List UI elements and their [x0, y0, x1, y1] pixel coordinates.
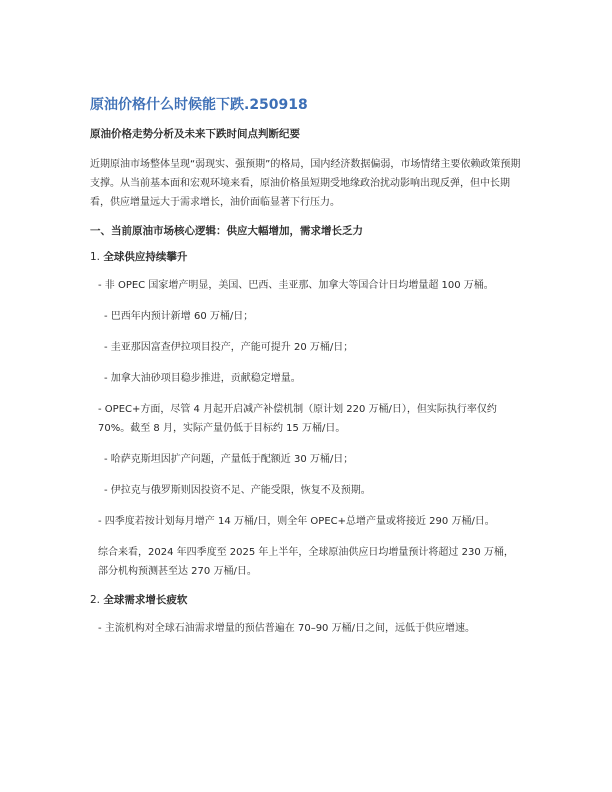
section-1-heading: 一、当前原油市场核心逻辑：供应大幅增加，需求增长乏力 — [90, 225, 363, 237]
subsection-2-heading — [90, 593, 522, 607]
subsection-1-title: 全球供应持续攀升 — [103, 251, 188, 263]
supply-bullet-q4: - 四季度若按计划每月增产 14 万桶/日，则全年 OPEC+总增产量或将接近 290 万桶/日。 — [98, 516, 495, 527]
supply-summary: 综合来看，2024 年四季度至 2025 年上半年，全球原油供应日均增量预计将超过 230 万桶，部分机构预测甚至达 270 万桶/日。 — [98, 547, 514, 577]
subsection-1-heading — [90, 250, 522, 264]
supply-sub-bullet-kazakhstan: - 哈萨克斯坦因扩产问题，产量低于配额近 30 万桶/日； — [104, 454, 354, 465]
document-subtitle: 原油价格走势分析及未来下跌时间点判断纪要 — [90, 128, 300, 140]
subsection-2-title: 全球需求增长疲软 — [103, 594, 188, 606]
supply-sub-bullet-brazil: - 巴西年内预计新增 60 万桶/日； — [104, 311, 254, 322]
subsection-1-number: 1. — [90, 251, 101, 263]
intro-paragraph: 近期原油市场整体呈现“弱现实、强预期”的格局，国内经济数据偏弱，市场情绪主要依赖政策预期支撑。从当前基本面和宏观环境来看，原油价格虽短期受地缘政治扰动影响出现反弹，但中长期看，供应增量远大于需求增长，油价面临显著下行压力。 — [90, 159, 521, 208]
document-content — [90, 96, 522, 650]
supply-sub-bullet-guyana: - 圭亚那因富查伊拉项目投产，产能可提升 20 万桶/日； — [104, 342, 354, 353]
demand-bullet: - 主流机构对全球石油需求增量的预估普遍在 70–90 万桶/日之间，远低于供应增速。 — [98, 623, 475, 634]
document-title: 原油价格什么时候能下跌.250918 — [90, 97, 308, 113]
supply-bullet-opec-plus: - OPEC+方面，尽管 4 月起开启减产补偿机制（原计划 220 万桶/日），但实际执行率仅约 70%。截至 8 月，实际产量仍低于目标约 15 万桶/日。 — [98, 404, 497, 434]
supply-sub-bullet-iraq-russia: - 伊拉克与俄罗斯则因投资不足、产能受限，恢复不及预期。 — [104, 485, 371, 496]
supply-bullet-non-opec: - 非 OPEC 国家增产明显，美国、巴西、圭亚那、加拿大等国合计日均增量超 100 万桶。 — [98, 280, 494, 291]
supply-sub-bullet-canada: - 加拿大油砂项目稳步推进，贡献稳定增量。 — [104, 373, 301, 384]
subsection-2-number: 2. — [90, 594, 101, 606]
